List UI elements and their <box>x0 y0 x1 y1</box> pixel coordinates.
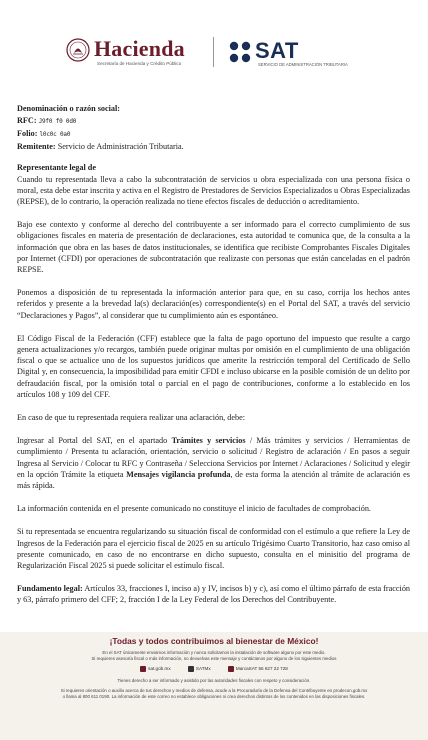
paragraph-regularizacion: Si tu representada se encuentra regularizando su situación fiscal de conformidad con el estímulo a que refiere la Ley de Ingresos de la Federación para el ejercicio fiscal de 2025 en su artículo Trigésimo Cuarto Transitorio, haz caso omiso al presente comunicado, en caso de no encontrarse en dicho supuesto, consulta en el minisitio del programa de Regularización Fiscal 2025 si puede solicitar el estímulo fiscal. <box>17 527 410 571</box>
remitente-label: Remitente: <box>17 142 56 152</box>
folio-label: Folio: <box>17 129 38 139</box>
salutation: Representante legal de <box>17 163 96 173</box>
instructions-text-3: , de esta forma la atención al trámite de aclaración es más rápida. <box>17 469 410 491</box>
footer-contacts <box>0 666 428 672</box>
tramites-link[interactable]: Trámites y servicios <box>171 436 246 446</box>
recipient-block <box>17 103 410 153</box>
instructions-text-2: / Más trámites y servicios / Herramientas de cumplimiento / Presenta tu aclaración, orientación, servicio o solicitud / Registro de aclaración / En pasos a seguir Ingresa al Servicio / Colocar tu RFC y Contraseña / Selecciona Servicios por Internet / Aclaraciones / Solicitud y elegir en la opción Trámite la etiqueta <box>17 436 411 479</box>
footer-slogan: ¡Todas y todos contribuimos al bienestar de México! <box>109 636 319 646</box>
razon-social-row <box>17 103 410 115</box>
contact-phone[interactable]: MarcaSAT 55 627 22 728 <box>228 666 288 672</box>
footer-line-5: o llama al 800 611 0190. La información de este correo no establece obligaciones ni crea derechos distintos de los contenidos en las disposiciones fiscales. <box>62 694 366 699</box>
rfc-value: J9f0 f0 0d0 <box>38 118 77 126</box>
contact-web[interactable]: sat.gob.mx <box>140 666 170 672</box>
contact-social[interactable]: SATMx <box>188 666 211 672</box>
web-icon <box>140 666 146 672</box>
folio-value: l0c0c 0a0 <box>39 131 71 139</box>
rfc-row <box>17 115 410 128</box>
phone-icon <box>228 666 234 672</box>
paragraph-instructions <box>17 435 410 491</box>
folio-row <box>17 128 410 141</box>
paragraph-disclaimer: La información contenida en el presente comunicado no constituye el inicio de facultades de comprobación. <box>17 504 371 514</box>
paragraph-disposition: Ponemos a disposición de tu representada la información anterior para que, en su caso, corrija los hechos antes referidos y presente a la brevedad la(s) declaración(es) correspondiente(s) en el Portal del SAT, a través del servicio “Declaraciones y Pagos”, al considerar que tu cumplimiento aún es espontáneo. <box>17 288 410 320</box>
paragraph-fundamento <box>17 583 410 605</box>
header-divider <box>213 37 214 67</box>
letterhead <box>0 0 428 90</box>
sat-logo-text: SAT <box>255 38 299 63</box>
footer-line-3: Tienes derecho a ser informado y asistido por las autoridades fiscales con respeto y consideración. <box>117 678 311 683</box>
hacienda-logo-text: Hacienda <box>94 36 185 61</box>
letter-content <box>17 103 410 606</box>
razon-social-label: Denominación o razón social: <box>17 104 121 113</box>
remitente-value: Servicio de Administración Tributaria. <box>55 142 184 152</box>
paragraph-context: Bajo ese contexto y conforme al derecho del contribuyente a ser informado para el correcto cumplimiento de sus obligaciones fiscales en materia de presentación de declaraciones, esta autoridad te comunica que, de la consulta a la información que obra en las bases de datos institucionales, se identifica que recibiste Comprobantes Fiscales Digitales por Internet (CFDI) por operaciones de subcontratación que realizaste con personas que están canceladas en el padrón REPSE. <box>17 220 410 274</box>
footer-line-2: Si requieres asesoría fiscal o más información, no devuelvas este mensaje y contáctanos por alguno de los siguientes medios <box>91 656 337 661</box>
paragraph-aclaracion-intro: En caso de que tu representada requiera realizar una aclaración, debe: <box>17 413 245 423</box>
footer-line-4: Si requieres orientación o auxilio acerca de tus derechos y medios de defensa, acude a la Procuraduría de la Defensa del Contribuyente en prodecon.gob.mx <box>60 688 368 693</box>
rfc-label: RFC: <box>17 116 37 126</box>
sat-logo-icon <box>228 40 252 64</box>
national-seal-icon <box>66 38 90 62</box>
vigilancia-tag: Mensajes vigilancia profunda <box>126 469 231 479</box>
social-icon <box>188 666 194 672</box>
paragraph-cff: El Código Fiscal de la Federación (CFF) establece que la falta de pago oportuno del impuesto que resulte a cargo genera actualizaciones y/o recargos, también puede originar multas por omisión en el cumplimiento de una obligación fiscal o que se actualice uno de los supuestos jurídicos que amerite la restricción temporal del Certificado de Sello Digital y, en consecuencia, la imposibilidad para emitir CFDI e incluso ubicarse en la posible comisión de un delito por defraudación fiscal, por la omisión total o parcial en el pago de contribuciones, conforme a lo establecido en los artículos 108 y 109 del CFF. <box>17 333 410 399</box>
paragraph-repse: Cuando tu representada lleva a cabo la subcontratación de servicios u obra especializada con una persona física o moral, esta debe estar inscrita y activa en el Registro de Prestadores de Servicios Especializados u Obras Especializadas (REPSE), de lo contrario, la operación realizada no tiene efectos fiscales de deducción o acreditamiento. <box>17 174 410 206</box>
sat-subtitle: SERVICIO DE ADMINISTRACIÓN TRIBUTARIA <box>258 62 348 67</box>
remitente-row <box>17 141 410 153</box>
footer <box>0 632 428 740</box>
fundamento-label: Fundamento legal: <box>17 584 83 594</box>
fundamento-text: Artículos 33, fracciones I, inciso a) y IV, incisos b) y c), así como el último párrafo de esta fracción y 63, párrafo primero del CFF; 2, fracción I de la Ley Federal de los Derechos del Contribuyente. <box>17 584 411 605</box>
footer-line-1: En el SAT únicamente enviamos información y nunca solicitamos la instalación de software alguno por este medio. <box>102 650 326 655</box>
hacienda-subtitle: Secretaría de Hacienda y Crédito Público <box>97 61 182 66</box>
instructions-text-1: Ingresar al Portal del SAT, en el apartado <box>17 436 172 446</box>
